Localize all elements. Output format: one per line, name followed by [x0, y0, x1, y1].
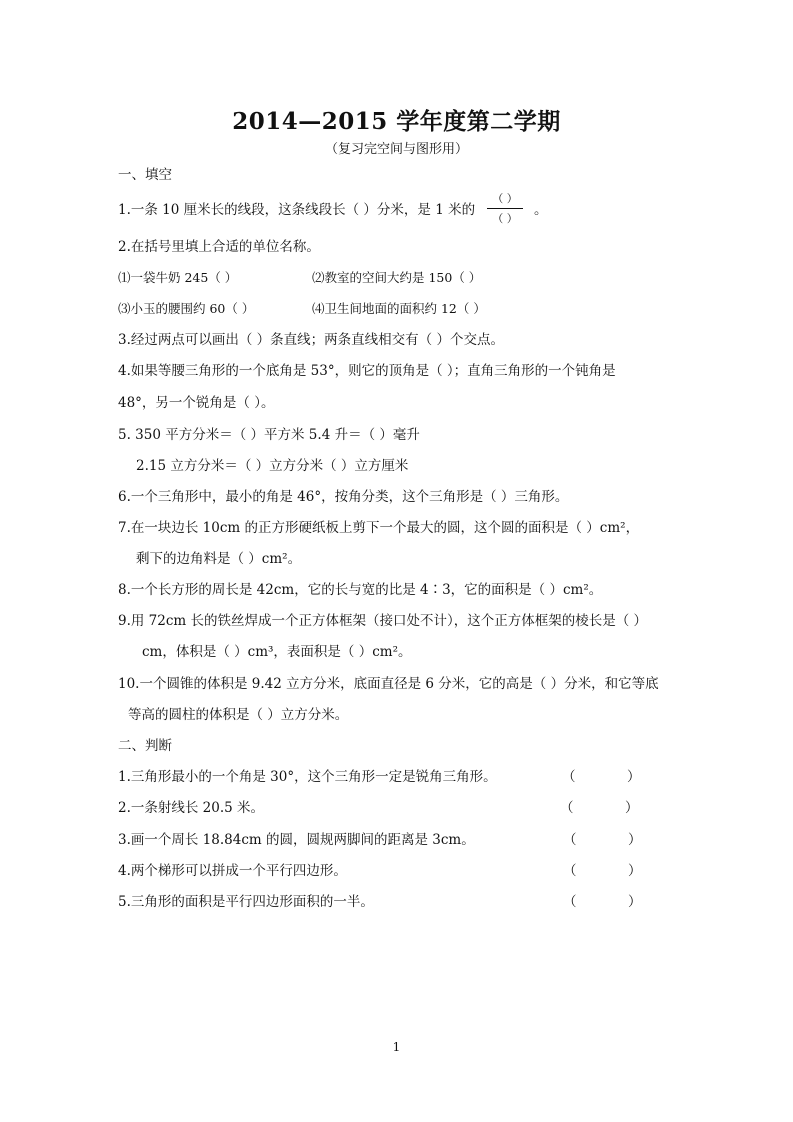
page-title: 2014—2015 学年度第二学期 — [232, 108, 561, 135]
question-9-line-1: 9.用 72cm 长的铁丝焊成一个正方体框架（接口处不计），这个正方体框架的棱长是（ ） — [118, 613, 648, 629]
fraction-numerator: （ ） — [492, 192, 518, 205]
question-3: 3.经过两点可以画出（ ）条直线；两条直线相交有（ ）个交点。 — [118, 332, 504, 348]
question-1-text: 1.一条 10 厘米长的线段，这条线段长（ ）分米，是 1 米的 — [118, 202, 476, 218]
question-1 — [118, 201, 475, 219]
question-2c: ⑶小玉的腰围约 60（ ） — [118, 301, 255, 316]
question-7-line-2: 剩下的边角料是（ ）cm²。 — [136, 551, 302, 567]
section-judge-heading: 二、判断 — [118, 738, 172, 754]
judge-item: 3.画一个周长 18.84cm 的圆，圆规两脚间的距离是 3cm。 — [118, 832, 475, 848]
question-6: 6.一个三角形中，最小的角是 46°，按角分类，这个三角形是（ ）三角形。 — [118, 489, 569, 505]
judge-item: 5.三角形的面积是平行四边形面积的一半。 — [118, 894, 374, 910]
judge-item: 1.三角形最小的一个角是 30°，这个三角形一定是锐角三角形。 — [118, 769, 497, 785]
question-4-line-2: 48°，另一个锐角是（ ）。 — [118, 395, 275, 411]
answer-paren: （ ） — [560, 800, 639, 816]
question-9-line-2: cm，体积是（ ）cm³，表面积是（ ）cm²。 — [142, 644, 412, 660]
question-2d: ⑷卫生间地面的面积约 12（ ） — [312, 301, 486, 316]
question-4-line-1: 4.如果等腰三角形的一个底角是 53°，则它的顶角是（ ）；直角三角形的一个钝角是 — [118, 363, 616, 379]
question-10-line-2: 等高的圆柱的体积是（ ）立方分米。 — [128, 707, 349, 723]
fraction-denominator: （ ） — [492, 212, 518, 225]
page-number: 1 — [392, 1040, 401, 1054]
answer-paren: （ ） — [563, 863, 642, 879]
question-8: 8.一个长方形的周长是 42cm，它的长与宽的比是 4∶3，它的面积是（ ）cm²。 — [118, 582, 603, 598]
section-fill-heading: 一、填空 — [118, 167, 172, 183]
answer-paren: （ ） — [563, 832, 642, 848]
page-subtitle: （复习完空间与图形用） — [324, 142, 468, 157]
question-7-line-1: 7.在一块边长 10cm 的正方形硬纸板上剪下一个最大的圆，这个圆的面积是（ ）cm²， — [118, 520, 640, 536]
answer-paren: （ ） — [563, 894, 642, 910]
question-5-line-2: 2.15 立方分米＝（ ）立方分米（ ）立方厘米 — [136, 458, 409, 474]
judge-item: 4.两个梯形可以拼成一个平行四边形。 — [118, 863, 347, 879]
question-10-line-1: 10.一个圆锥的体积是 9.42 立方分米，底面直径是 6 分米，它的高是（ ）分米，和它等底 — [118, 676, 659, 692]
question-2: 2.在括号里填上合适的单位名称。 — [118, 239, 320, 255]
fraction-bar — [487, 208, 523, 209]
question-2b: ⑵教室的空间大约是 150（ ） — [312, 270, 482, 285]
question-2a: ⑴一袋牛奶 245（ ） — [118, 270, 238, 285]
answer-paren: （ ） — [562, 769, 641, 785]
question-1-end: 。 — [534, 202, 548, 218]
question-5-line-1: 5. 350 平方分米＝（ ）平方米 5.4 升＝（ ）毫升 — [118, 427, 420, 443]
judge-item: 2.一条射线长 20.5 米。 — [118, 800, 265, 816]
